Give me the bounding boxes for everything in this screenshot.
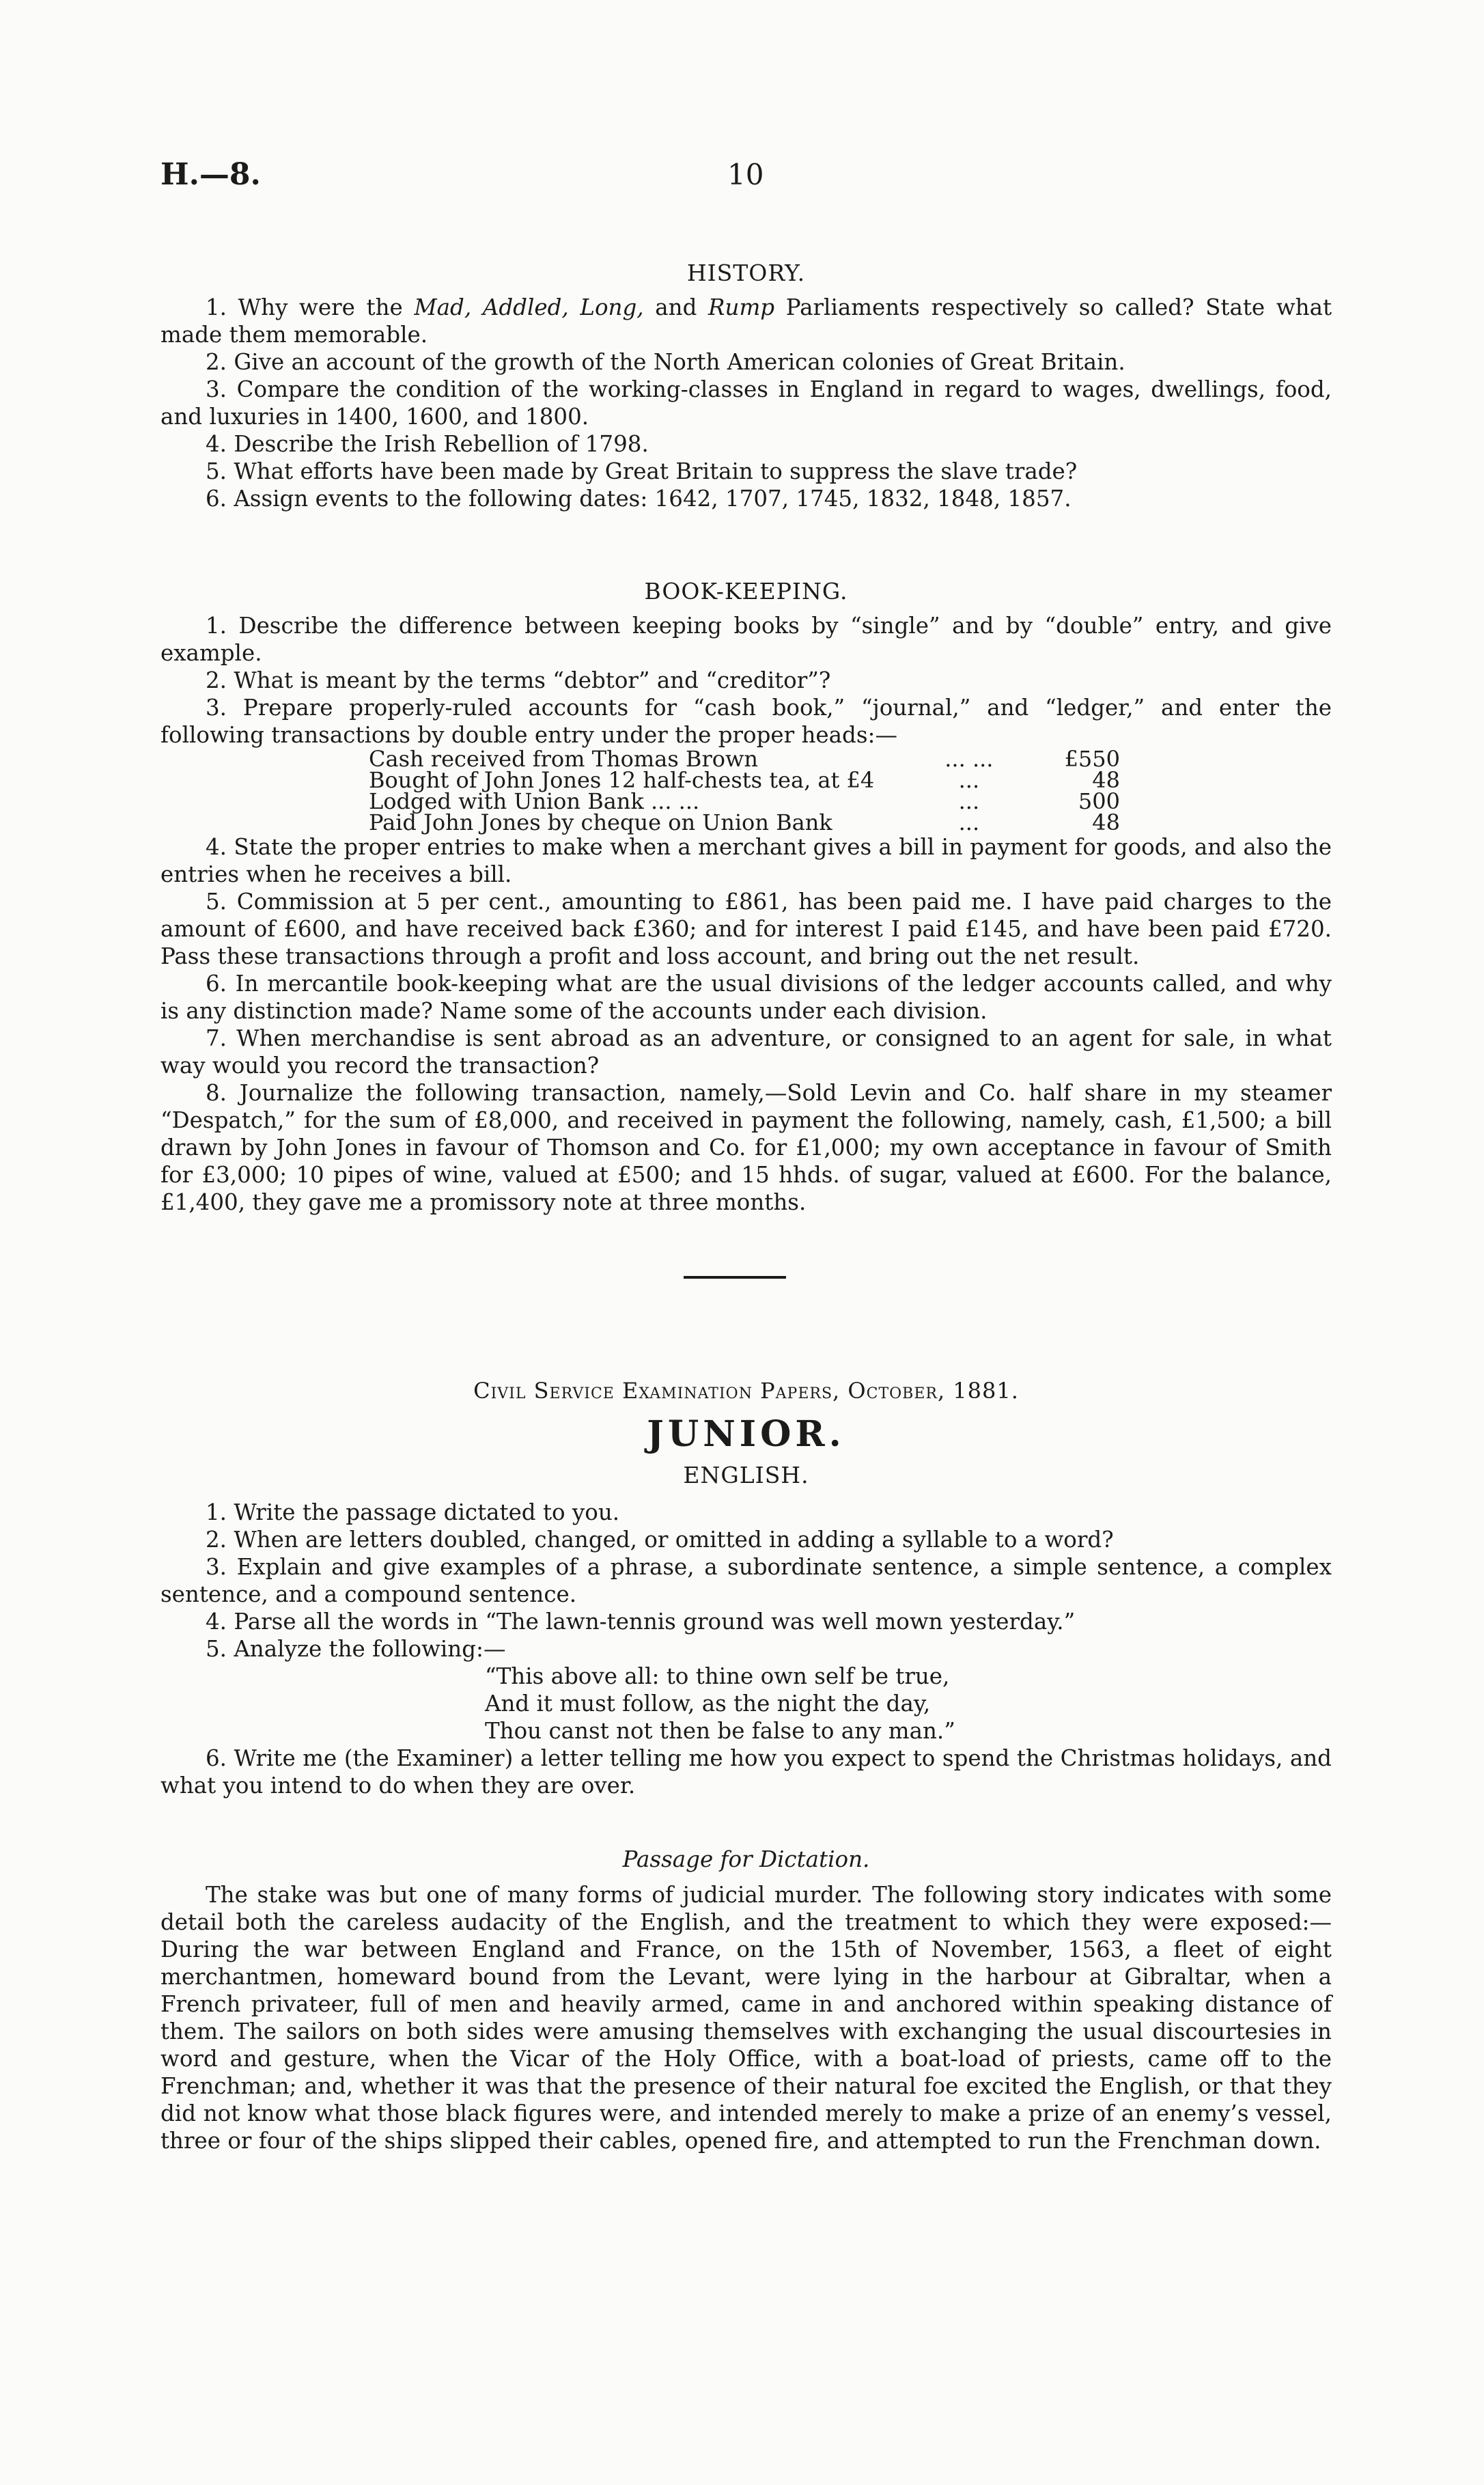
- entry-leader: ... ...: [944, 746, 994, 772]
- entry-leader: ...: [958, 767, 980, 793]
- history-q1-suffix: Parliaments respectively so called? State what made them memorable.: [160, 294, 1332, 348]
- exam-heading: Civil Service Examination Papers, October, 1881.: [473, 1378, 1019, 1404]
- entry-amount: 48: [1092, 767, 1120, 793]
- dictation-title: Passage for Dictation.: [622, 1846, 870, 1872]
- bookkeeping-question-5: 5. Commission at 5 per cent., amounting to £861, has been paid me. I have paid charges to the amount of £600, and have received back £360; and for interest I paid £145, and have been paid £720. Pass these transactions through a profit and loss account, and bring out the net result.: [160, 889, 1332, 969]
- english-question-1: 1. Write the passage dictated to you.: [206, 1499, 620, 1525]
- entry-item: Paid John Jones by cheque on Union Bank: [369, 809, 832, 835]
- bookkeeping-section: [160, 578, 1332, 1216]
- bookkeeping-question-8: 8. Journalize the following transaction, namely,—Sold Levin and Co. half share in my steamer “Despatch,” for the sum of £8,000, and received in payment the following, namely, cash, £1,500; a bill drawn by John Jones in favour of Thomson and Co. for £1,000; my own acceptance in favour of Smith for £3,000; 10 pipes of wine, valued at £500; and 15 hhds. of sugar, valued at £600. For the balance, £1,400, they gave me a promissory note at three months.: [160, 1080, 1332, 1215]
- divider-rule: [684, 1276, 786, 1279]
- transaction-table: [369, 746, 1120, 835]
- entry-item: Cash received from Thomas Brown: [369, 746, 758, 772]
- history-title: HISTORY.: [686, 260, 806, 286]
- english-title: ENGLISH.: [683, 1462, 809, 1488]
- verse-line: And it must follow, as the night the day,: [485, 1691, 931, 1717]
- entry-amount: 500: [1078, 788, 1120, 814]
- history-question-3: 3. Compare the condition of the working-classes in England in regard to wages, dwellings, food, and luxuries in 1400, 1600, and 1800.: [160, 376, 1332, 430]
- history-q1-terms: Mad, Addled, Long,: [414, 294, 644, 320]
- entry-leader: ...: [958, 788, 980, 814]
- history-q1-rump: Rump: [708, 294, 775, 320]
- dictation-section: [160, 1846, 1332, 2154]
- bookkeeping-question-2: 2. What is meant by the terms “debtor” and “creditor”?: [206, 667, 831, 693]
- bookkeeping-title: BOOK-KEEPING.: [644, 578, 848, 605]
- entry-item: Lodged with Union Bank ... ...: [369, 788, 700, 814]
- bookkeeping-question-3: 3. Prepare properly-ruled accounts for “cash book,” “journal,” and “ledger,” and enter the following transactions by double entry under the proper heads:—: [160, 695, 1332, 748]
- entry-leader: ...: [958, 809, 980, 835]
- history-section: [160, 260, 1332, 512]
- history-question-5: 5. What efforts have been made by Great Britain to suppress the slave trade?: [206, 458, 1078, 484]
- english-question-6: 6. Write me (the Examiner) a letter telling me how you expect to spend the Christmas holidays, and what you intend to do when they are over.: [160, 1745, 1332, 1799]
- history-question-4: 4. Describe the Irish Rebellion of 1798.: [206, 431, 649, 457]
- history-q1-and: and: [643, 294, 709, 320]
- entry-amount: 48: [1092, 809, 1120, 835]
- english-question-3: 3. Explain and give examples of a phrase, a subordinate sentence, a simple sentence, a complex sentence, and a compound sentence.: [160, 1554, 1332, 1607]
- section-divider: [160, 1240, 1332, 1309]
- bookkeeping-question-7: 7. When merchandise is sent abroad as an adventure, or consigned to an agent for sale, in what way would you record the transaction?: [160, 1025, 1332, 1079]
- history-question-2: 2. Give an account of the growth of the North American colonies of Great Britain.: [206, 349, 1125, 375]
- dictation-passage: The stake was but one of many forms of judicial murder. The following story indicates with some detail both the careless audacity of the English, and the treatment to which they were exposed:— During the war between England and France, on the 15th of November, 1563, a fleet of eight merchantmen, homeward bound from the Levant, were lying in the harbour at Gibraltar, when a French privateer, full of men and heavily armed, came in and anchored within speaking distance of them. The sailors on both sides were amusing themselves with exchanging the usual discourtesies in word and gesture, when the Vicar of the Holy Office, with a boat-load of priests, came off to the Frenchman; and, whether it was that the presence of their natural foe excited the English, or that they did not know what those black figures were, and intended merely to make a prize of an enemy’s vessel, three or four of the ships slipped their cables, opened fire, and attempted to run the Frenchman down.: [160, 1882, 1332, 2154]
- entry-amount: £550: [1064, 746, 1120, 772]
- page-number: 10: [727, 158, 764, 191]
- english-question-5: 5. Analyze the following:—: [206, 1636, 506, 1662]
- verse-line: Thou canst not then be false to any man.”: [485, 1718, 955, 1744]
- bookkeeping-question-4: 4. State the proper entries to make when a merchant gives a bill in payment for goods, and also the entries when he receives a bill.: [160, 834, 1332, 887]
- entry-item: Bought of John Jones 12 half-chests tea, at £4: [369, 767, 875, 793]
- history-q1-prefix: 1. Why were the: [206, 294, 415, 320]
- quoted-verse: [485, 1663, 1332, 1745]
- exam-level: JUNIOR.: [647, 1413, 845, 1455]
- bookkeeping-question-1: 1. Describe the difference between keeping books by “single” and by “double” entry, and give example.: [160, 613, 1332, 666]
- verse-line: “This above all: to thine own self be true,: [485, 1663, 950, 1689]
- page-body: [160, 260, 1332, 2154]
- history-question-6: 6. Assign events to the following dates: 1642, 1707, 1745, 1832, 1848, 1857.: [206, 486, 1072, 512]
- english-question-4: 4. Parse all the words in “The lawn-tennis ground was well mown yesterday.”: [206, 1609, 1076, 1635]
- page-header: [160, 156, 1332, 194]
- english-question-2: 2. When are letters doubled, changed, or omitted in adding a syllable to a word?: [206, 1527, 1114, 1553]
- english-section: [160, 1462, 1332, 1799]
- document-reference: H.—8.: [160, 157, 261, 192]
- table-row: [369, 812, 1120, 833]
- bookkeeping-question-6: 6. In mercantile book-keeping what are the usual divisions of the ledger accounts called, and why is any distinction made? Name some of the accounts under each division.: [160, 971, 1332, 1024]
- history-question-1: [160, 294, 1332, 348]
